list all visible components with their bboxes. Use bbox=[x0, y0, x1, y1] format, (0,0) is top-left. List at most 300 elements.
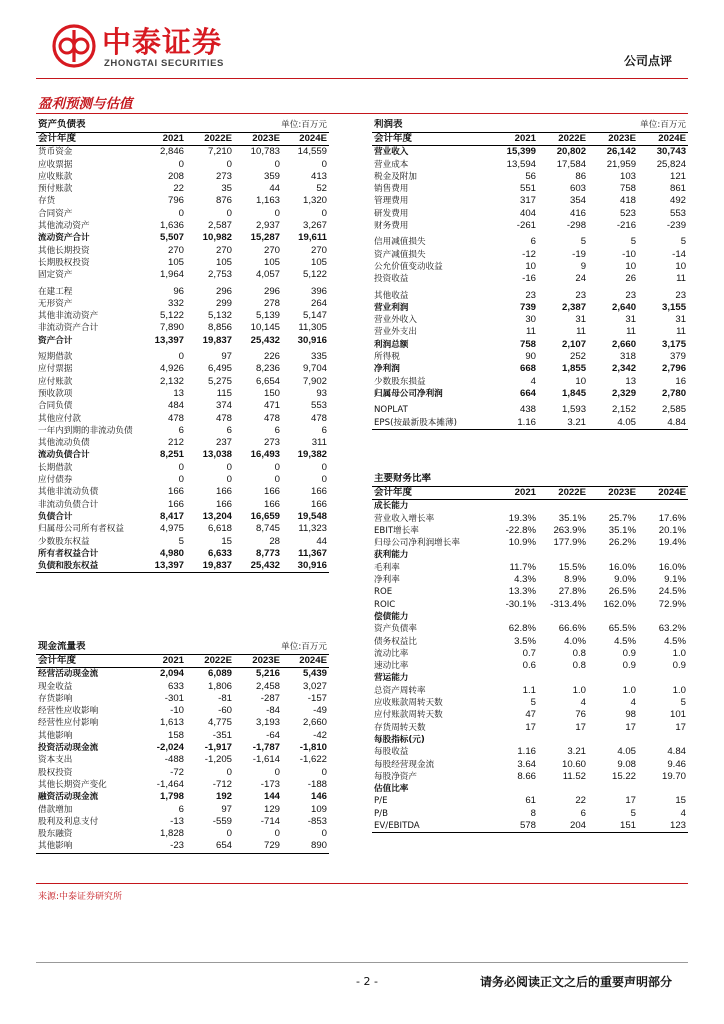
row-value: 13.3% bbox=[508, 586, 536, 598]
row-value: 23 bbox=[575, 289, 587, 301]
row-value: 4.05 bbox=[588, 417, 638, 430]
row-value: 2,846 bbox=[159, 146, 184, 158]
row-value: 3,027 bbox=[302, 680, 327, 692]
row-value: 0 bbox=[178, 207, 184, 219]
table-row bbox=[372, 685, 688, 697]
table-row bbox=[36, 195, 329, 207]
table-row bbox=[36, 449, 329, 461]
row-value: 523 bbox=[620, 207, 637, 219]
row-value: 654 bbox=[186, 840, 234, 853]
table-row bbox=[36, 840, 329, 853]
row-value bbox=[588, 783, 638, 795]
row-label: 经营性应付影响 bbox=[38, 718, 99, 729]
row-value: 5,439 bbox=[302, 668, 327, 680]
row-value: 0 bbox=[321, 828, 327, 840]
row-value: 166 bbox=[310, 486, 327, 498]
row-label: 负债合计 bbox=[38, 511, 73, 522]
table-row bbox=[36, 474, 329, 486]
table-row bbox=[372, 734, 688, 746]
row-value: 8,745 bbox=[255, 523, 280, 535]
row-value: 0 bbox=[321, 766, 327, 778]
row-value: 105 bbox=[167, 256, 184, 268]
row-value: -60 bbox=[218, 705, 232, 717]
row-value: 23 bbox=[525, 289, 536, 301]
row-value: 96 bbox=[173, 285, 184, 297]
table-header-row bbox=[372, 487, 688, 500]
row-label: 在建工程 bbox=[38, 286, 73, 297]
row-value: 2,796 bbox=[662, 363, 687, 375]
row-value: 0 bbox=[274, 158, 280, 170]
row-value: 11 bbox=[626, 326, 637, 338]
row-value: 0.8 bbox=[572, 647, 586, 659]
row-value: 4.5% bbox=[664, 635, 686, 647]
row-label: 其他应付款 bbox=[38, 413, 81, 424]
table-row bbox=[36, 560, 329, 573]
row-value: 63.2% bbox=[658, 623, 686, 635]
row-value: 739 bbox=[519, 301, 536, 313]
row-value: 4.3% bbox=[514, 574, 536, 586]
row-value: 5,275 bbox=[207, 375, 232, 387]
row-value: 166 bbox=[167, 498, 184, 510]
row-value: 270 bbox=[167, 244, 184, 256]
row-value: 7,890 bbox=[159, 322, 184, 334]
row-value: 26 bbox=[625, 273, 637, 285]
row-value: 237 bbox=[215, 437, 232, 449]
row-value: 3,175 bbox=[662, 338, 687, 350]
row-value: 1,593 bbox=[562, 404, 587, 416]
row-value: 0 bbox=[226, 828, 232, 840]
row-value: -23 bbox=[141, 840, 186, 853]
row-value bbox=[538, 734, 588, 746]
row-value: 273 bbox=[215, 170, 232, 182]
column-header-year: 2021 bbox=[141, 133, 186, 146]
row-value: -173 bbox=[260, 778, 280, 790]
table-row bbox=[372, 159, 688, 171]
row-value bbox=[490, 672, 538, 684]
row-value: 1,320 bbox=[302, 195, 327, 207]
source-note: 来源:中泰证券研究所 bbox=[38, 892, 123, 902]
table-row bbox=[36, 208, 329, 220]
row-label: 流动负债合计 bbox=[38, 450, 90, 461]
table-row bbox=[36, 742, 329, 754]
row-value: 16 bbox=[675, 375, 687, 387]
table-row bbox=[36, 668, 329, 681]
row-value bbox=[588, 500, 638, 513]
row-value: 24.5% bbox=[658, 586, 686, 598]
row-value: 603 bbox=[570, 183, 587, 195]
row-label: 应付票据 bbox=[38, 364, 73, 375]
row-label: 无形资产 bbox=[38, 298, 73, 309]
table-row bbox=[36, 376, 329, 388]
row-label: 长期借款 bbox=[38, 462, 73, 473]
row-label: 营业利润 bbox=[374, 302, 409, 313]
row-value: 6 bbox=[226, 424, 232, 436]
row-label: 其他收益 bbox=[374, 290, 409, 301]
row-value: 30,916 bbox=[297, 334, 327, 346]
table-row bbox=[36, 347, 329, 363]
row-value: 11 bbox=[676, 273, 687, 285]
row-value: 31 bbox=[625, 314, 637, 326]
row-value: 2,094 bbox=[159, 668, 184, 680]
row-value: 105 bbox=[215, 256, 232, 268]
row-value: 1.16 bbox=[490, 417, 538, 430]
row-value: 2,587 bbox=[207, 220, 232, 232]
row-value: 10,145 bbox=[250, 322, 280, 334]
table-row bbox=[36, 681, 329, 693]
table-row bbox=[36, 232, 329, 244]
row-label: 其他影响 bbox=[36, 840, 141, 853]
row-value: -42 bbox=[313, 729, 327, 741]
table-row bbox=[372, 709, 688, 721]
row-value: 13 bbox=[173, 387, 184, 399]
row-value: 2,937 bbox=[255, 220, 280, 232]
row-value: 413 bbox=[310, 170, 327, 182]
column-header-year: 2022E bbox=[186, 655, 234, 668]
row-value: -1,464 bbox=[156, 778, 184, 790]
row-value: 19.3% bbox=[508, 512, 536, 524]
row-value: 3,193 bbox=[255, 717, 280, 729]
table-row bbox=[372, 351, 688, 363]
row-value: 10.9% bbox=[508, 537, 536, 549]
column-header-year: 2022E bbox=[186, 133, 234, 146]
row-value: 109 bbox=[310, 803, 327, 815]
table-title-row bbox=[36, 119, 329, 133]
table-row bbox=[372, 417, 688, 430]
table-row bbox=[372, 513, 688, 525]
row-label: 成长能力 bbox=[374, 501, 409, 512]
row-value: 1.0 bbox=[672, 647, 686, 659]
row-value: 11 bbox=[576, 326, 587, 338]
row-label: EPS(按最新股本摊薄) bbox=[372, 417, 490, 430]
row-value: 31 bbox=[575, 314, 587, 326]
row-value: 484 bbox=[167, 400, 184, 412]
row-label: 非流动资产合计 bbox=[38, 323, 99, 334]
row-value: 264 bbox=[310, 297, 327, 309]
row-label: 归属母公司所有者权益 bbox=[38, 524, 124, 535]
row-value: 22 bbox=[575, 795, 586, 807]
row-value: 19,548 bbox=[297, 510, 327, 522]
row-value bbox=[588, 611, 638, 623]
row-label: 一年内到期的非流动负债 bbox=[38, 425, 133, 436]
row-value: 86 bbox=[575, 170, 587, 182]
row-value: 299 bbox=[215, 297, 232, 309]
row-label: 其他流动资产 bbox=[38, 221, 90, 232]
row-value: 8,773 bbox=[255, 547, 280, 559]
table-row bbox=[372, 286, 688, 302]
row-label: 所有者权益合计 bbox=[38, 548, 99, 559]
row-value bbox=[638, 549, 688, 561]
table-row bbox=[372, 302, 688, 314]
row-label: 合同负债 bbox=[38, 401, 73, 412]
table-row bbox=[36, 335, 329, 347]
table-row bbox=[36, 437, 329, 449]
row-label: 少数股东权益 bbox=[38, 536, 90, 547]
row-label: P/B bbox=[374, 808, 388, 819]
row-value: 0.9 bbox=[622, 647, 636, 659]
row-value: 317 bbox=[519, 195, 536, 207]
table-row bbox=[36, 523, 329, 535]
row-value bbox=[638, 783, 688, 795]
table-row bbox=[36, 804, 329, 816]
row-value: 0 bbox=[178, 351, 184, 363]
column-header-label: 会计年度 bbox=[36, 133, 141, 146]
row-value: 318 bbox=[620, 351, 637, 363]
row-value: 19,837 bbox=[186, 560, 234, 573]
table-row bbox=[372, 795, 688, 807]
row-value: 7,902 bbox=[302, 375, 327, 387]
row-value: 311 bbox=[311, 437, 327, 449]
income-statement-table bbox=[372, 119, 688, 430]
row-value: 30 bbox=[525, 314, 536, 326]
row-value: 2,660 bbox=[612, 338, 637, 350]
row-value: 5 bbox=[580, 236, 587, 248]
row-value: 10 bbox=[675, 260, 687, 272]
row-value: 2,152 bbox=[612, 404, 637, 416]
row-value: 204 bbox=[538, 820, 588, 833]
row-value: 0 bbox=[178, 158, 184, 170]
row-value: 1,798 bbox=[159, 791, 184, 803]
row-label: 营业收入 bbox=[374, 147, 409, 158]
row-value: 25,432 bbox=[234, 560, 282, 573]
row-value: 26.2% bbox=[608, 537, 636, 549]
row-value: -30.1% bbox=[505, 598, 536, 610]
row-label: 存货影响 bbox=[38, 693, 73, 704]
row-label: ROE bbox=[374, 587, 393, 598]
row-value: 9.1% bbox=[664, 574, 686, 586]
row-label: 投资收益 bbox=[374, 274, 409, 285]
row-value: 0.8 bbox=[572, 660, 586, 672]
row-label: 总资产周转率 bbox=[374, 685, 426, 696]
row-label: 固定资产 bbox=[38, 270, 73, 281]
table-row bbox=[36, 388, 329, 400]
row-value: 492 bbox=[670, 195, 687, 207]
financial-ratios-table bbox=[372, 473, 688, 833]
row-value: 0 bbox=[178, 461, 184, 473]
row-value: 5 bbox=[680, 697, 686, 709]
row-value: 13 bbox=[625, 375, 637, 387]
table-row bbox=[372, 808, 688, 820]
row-value: 97 bbox=[221, 803, 232, 815]
row-value: 5,132 bbox=[207, 310, 232, 322]
row-value: 1.0 bbox=[672, 684, 686, 696]
row-value: 11,367 bbox=[298, 547, 327, 559]
row-value: 129 bbox=[263, 803, 280, 815]
row-value: 1,163 bbox=[255, 195, 280, 207]
row-value: 11.52 bbox=[562, 770, 586, 782]
table-unit: 单位:百万元 bbox=[281, 642, 327, 653]
table-row bbox=[372, 171, 688, 183]
row-value: 123 bbox=[638, 820, 688, 833]
row-value: 31 bbox=[675, 314, 687, 326]
row-label: 销售费用 bbox=[374, 184, 409, 195]
row-value: 876 bbox=[215, 195, 232, 207]
row-value: 28 bbox=[269, 535, 280, 547]
table-row bbox=[36, 462, 329, 474]
table-row bbox=[372, 232, 688, 248]
row-value: 551 bbox=[519, 183, 536, 195]
row-value bbox=[588, 549, 638, 561]
row-value: 1.0 bbox=[572, 684, 586, 696]
row-value: 13,038 bbox=[202, 449, 232, 461]
row-value: 177.9% bbox=[553, 537, 586, 549]
row-value: 66.6% bbox=[558, 623, 586, 635]
row-label: 短期借款 bbox=[38, 352, 73, 363]
row-value: 5,507 bbox=[159, 232, 184, 244]
table-row bbox=[36, 282, 329, 298]
row-value: -10 bbox=[170, 705, 184, 717]
row-value: 0 bbox=[226, 207, 232, 219]
row-value: 22 bbox=[173, 183, 184, 195]
row-value: 1,855 bbox=[562, 363, 587, 375]
row-label: 资本支出 bbox=[38, 755, 73, 766]
table-header-row bbox=[36, 655, 329, 668]
row-value: 13,204 bbox=[202, 510, 232, 522]
column-header-year: 2023E bbox=[588, 133, 638, 146]
row-label: 归母公司净利润增长率 bbox=[374, 538, 460, 549]
table-unit: 单位:百万元 bbox=[640, 120, 687, 131]
row-value: 72.9% bbox=[658, 598, 686, 610]
row-value: 4,057 bbox=[255, 269, 280, 281]
row-label: 应付账款 bbox=[38, 376, 73, 387]
column-header-year: 2021 bbox=[141, 655, 186, 668]
row-label: 每股指标(元) bbox=[374, 734, 425, 745]
row-value: -239 bbox=[666, 220, 687, 232]
row-label: 利润总额 bbox=[374, 339, 409, 350]
row-value: 7,210 bbox=[207, 146, 232, 158]
row-value: 4.84 bbox=[667, 746, 686, 758]
row-value: 478 bbox=[215, 412, 232, 424]
row-label: 应收账款周转天数 bbox=[374, 698, 443, 709]
row-value: 4.05 bbox=[617, 746, 636, 758]
row-value: 374 bbox=[215, 400, 232, 412]
logo-chinese-name: 中泰证券 bbox=[102, 25, 223, 59]
table-row bbox=[372, 611, 688, 623]
table-title: 现金流量表 bbox=[38, 641, 86, 653]
row-label: 净利润 bbox=[374, 364, 400, 375]
row-label: 融资活动现金流 bbox=[38, 792, 99, 803]
row-label: 长期股权投资 bbox=[38, 257, 90, 268]
row-value: 2,640 bbox=[612, 301, 637, 313]
column-header-label: 会计年度 bbox=[36, 655, 141, 668]
row-value: 0.9 bbox=[622, 660, 636, 672]
row-value: 0 bbox=[321, 474, 327, 486]
section-divider bbox=[36, 113, 688, 114]
table-row bbox=[36, 816, 329, 828]
row-value: 17 bbox=[575, 721, 586, 733]
row-value bbox=[538, 549, 588, 561]
row-value: 4,775 bbox=[207, 717, 232, 729]
row-value: 10 bbox=[575, 375, 587, 387]
row-value: 2,387 bbox=[562, 301, 587, 313]
row-value: -49 bbox=[313, 705, 327, 717]
row-value: 729 bbox=[234, 840, 282, 853]
row-value bbox=[490, 783, 538, 795]
row-value: 15 bbox=[221, 535, 232, 547]
table-row bbox=[372, 722, 688, 734]
row-value: 121 bbox=[670, 170, 687, 182]
row-value: 9.08 bbox=[617, 758, 636, 770]
row-value: 5,139 bbox=[255, 310, 280, 322]
row-label: 营业收入增长率 bbox=[374, 513, 435, 524]
row-value: 52 bbox=[316, 183, 327, 195]
row-value: 4,975 bbox=[159, 523, 184, 535]
row-value: 5 bbox=[630, 236, 637, 248]
row-value: 3,155 bbox=[662, 301, 687, 313]
row-label: 流动比率 bbox=[374, 648, 409, 659]
table-row bbox=[372, 746, 688, 758]
company-logo bbox=[52, 24, 312, 74]
row-value: 17 bbox=[625, 721, 636, 733]
row-value: 758 bbox=[620, 183, 637, 195]
table-row bbox=[372, 376, 688, 388]
table-row bbox=[36, 779, 329, 791]
row-value: 396 bbox=[310, 285, 327, 297]
row-value: 0.7 bbox=[522, 647, 536, 659]
row-value bbox=[638, 500, 688, 513]
row-label: 每股净资产 bbox=[374, 771, 417, 782]
row-value: 14,559 bbox=[297, 146, 327, 158]
row-value: 17 bbox=[625, 795, 636, 807]
row-label: 财务费用 bbox=[374, 221, 409, 232]
table-row bbox=[36, 159, 329, 171]
row-label: 公允价值变动收益 bbox=[374, 261, 443, 272]
table-row bbox=[36, 717, 329, 729]
row-label: 资产合计 bbox=[38, 335, 73, 346]
row-value: 0 bbox=[274, 766, 280, 778]
table-row bbox=[372, 697, 688, 709]
row-value: 6 bbox=[178, 803, 184, 815]
row-value: 19,382 bbox=[297, 449, 327, 461]
row-value bbox=[638, 734, 688, 746]
table-row bbox=[36, 310, 329, 322]
row-value: 44 bbox=[269, 183, 280, 195]
table-row bbox=[372, 537, 688, 549]
row-label: 估值比率 bbox=[374, 784, 409, 795]
column-header-year: 2021 bbox=[490, 133, 538, 146]
row-value: 162.0% bbox=[603, 598, 636, 610]
row-value: 6,654 bbox=[255, 375, 280, 387]
row-value: 0.6 bbox=[522, 660, 536, 672]
row-value: 296 bbox=[263, 285, 280, 297]
row-label: 存货 bbox=[38, 196, 56, 207]
row-label: 毛利率 bbox=[374, 562, 400, 573]
row-value: -1,787 bbox=[252, 742, 280, 754]
table-row bbox=[372, 400, 688, 416]
row-value: 5 bbox=[680, 236, 687, 248]
table-row bbox=[372, 220, 688, 232]
row-value: 0 bbox=[226, 474, 232, 486]
row-value: 5,147 bbox=[302, 310, 327, 322]
row-value: -313.4% bbox=[550, 598, 586, 610]
row-value: 0 bbox=[178, 474, 184, 486]
row-value: 16.0% bbox=[608, 561, 636, 573]
row-value: 3.21 bbox=[538, 417, 588, 430]
row-value: 19.70 bbox=[661, 770, 686, 782]
row-label: 投资活动现金流 bbox=[38, 743, 99, 754]
row-value: 8,856 bbox=[207, 322, 232, 334]
row-value: 3.5% bbox=[514, 635, 536, 647]
row-value: 296 bbox=[215, 285, 232, 297]
table-row bbox=[372, 771, 688, 783]
row-label: 资产减值损失 bbox=[374, 249, 426, 260]
table-row bbox=[36, 183, 329, 195]
row-value: 192 bbox=[215, 791, 232, 803]
table-row bbox=[372, 623, 688, 635]
row-value: -298 bbox=[566, 220, 587, 232]
row-value: 270 bbox=[263, 244, 280, 256]
table-row bbox=[372, 599, 688, 611]
row-value: 26.5% bbox=[608, 586, 636, 598]
